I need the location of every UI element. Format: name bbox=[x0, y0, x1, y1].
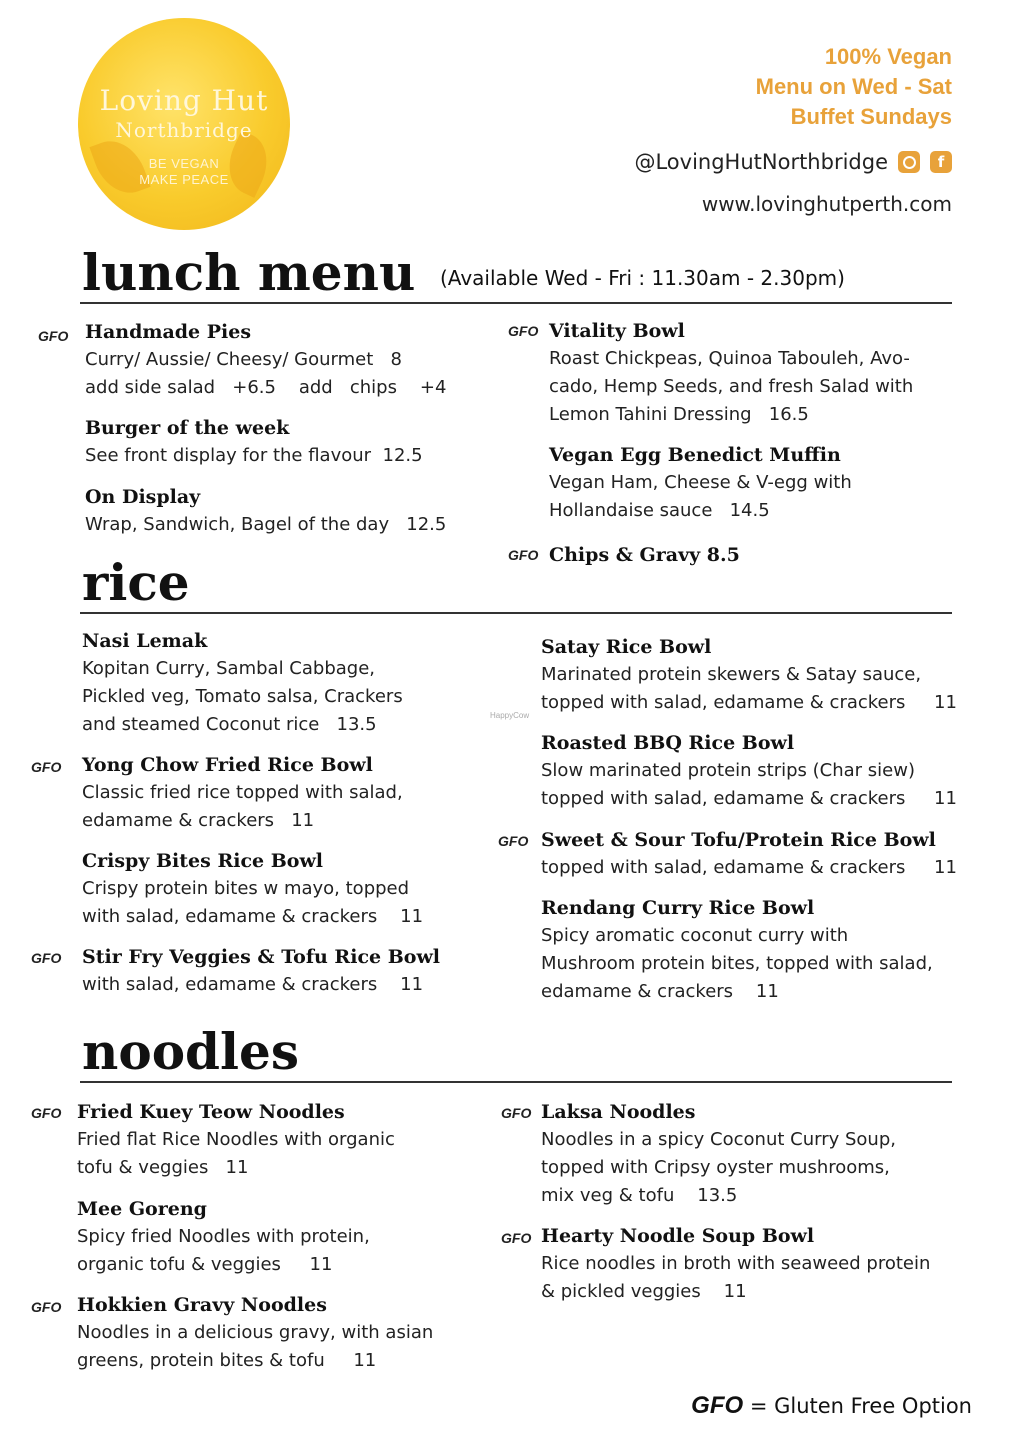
item-description: Crispy protein bites w mayo, topped with salad, edamame & crackers 11 bbox=[82, 878, 424, 927]
social-handle[interactable]: @LovingHutNorthbridge bbox=[634, 150, 888, 174]
facebook-icon[interactable]: f bbox=[930, 151, 952, 173]
item-name: Satay Rice Bowl bbox=[541, 636, 712, 658]
menu-item bbox=[85, 483, 525, 539]
menu-item bbox=[77, 1291, 517, 1375]
item-description: Noodles in a spicy Coconut Curry Soup, topped with Cripsy oyster mushrooms, mix veg & tofu 13.5 bbox=[541, 1129, 896, 1206]
legend-text: = Gluten Free Option bbox=[749, 1394, 972, 1418]
watermark: HappyCow bbox=[490, 711, 530, 720]
item-name: Laksa Noodles bbox=[541, 1101, 696, 1123]
item-description: Classic fried rice topped with salad, edamame & crackers 11 bbox=[82, 782, 403, 831]
item-description: Marinated protein skewers & Satay sauce, topped with salad, edamame & crackers 11 bbox=[541, 664, 957, 713]
menu-item bbox=[82, 751, 522, 835]
menu-item bbox=[82, 847, 522, 931]
menu-item bbox=[549, 317, 989, 429]
divider bbox=[80, 1081, 952, 1083]
item-name: Chips & Gravy 8.5 bbox=[549, 544, 740, 566]
item-description: Kopitan Curry, Sambal Cabbage, Pickled veg, Tomato salsa, Crackers and steamed Coconut rice 13.5 bbox=[82, 658, 403, 735]
item-name: On Display bbox=[85, 486, 201, 508]
info-line: Buffet Sundays bbox=[790, 104, 952, 129]
legend-key: GFO bbox=[691, 1392, 744, 1419]
divider bbox=[80, 612, 952, 614]
gfo-badge: GFO bbox=[31, 759, 62, 775]
menu-item bbox=[541, 826, 1011, 882]
item-name: Stir Fry Veggies & Tofu Rice Bowl bbox=[82, 946, 441, 968]
item-description: topped with salad, edamame & crackers 11 bbox=[541, 857, 957, 878]
item-description: Spicy aromatic coconut curry with Mushroom protein bites, topped with salad, edamame & crackers 11 bbox=[541, 925, 933, 1002]
logo-name-line2: Northbridge bbox=[115, 118, 253, 142]
menu-item bbox=[549, 441, 989, 525]
gfo-badge: GFO bbox=[508, 547, 539, 563]
menu-item bbox=[82, 627, 522, 739]
menu-item bbox=[77, 1195, 517, 1279]
logo-tagline-1: BE VEGAN bbox=[148, 156, 220, 171]
gfo-badge: GFO bbox=[31, 1105, 62, 1121]
item-description: Rice noodles in broth with seaweed protein & pickled veggies 11 bbox=[541, 1253, 931, 1302]
instagram-icon[interactable] bbox=[898, 151, 920, 173]
logo-name-line1: Loving Hut bbox=[99, 84, 269, 117]
section-title-noodles: noodles bbox=[82, 1022, 299, 1081]
info-line: 100% Vegan bbox=[824, 44, 952, 69]
item-name: Fried Kuey Teow Noodles bbox=[77, 1101, 345, 1123]
item-name: Hearty Noodle Soup Bowl bbox=[541, 1225, 815, 1247]
divider bbox=[80, 302, 952, 304]
gfo-badge: GFO bbox=[501, 1105, 532, 1121]
gfo-badge: GFO bbox=[508, 323, 539, 339]
item-description: Curry/ Aussie/ Cheesy/ Gourmet 8 add side salad +6.5 add chips +4 bbox=[85, 349, 447, 398]
gfo-legend bbox=[691, 1392, 972, 1420]
item-description: Fried flat Rice Noodles with organic tofu & veggies 11 bbox=[77, 1129, 395, 1178]
menu-item bbox=[85, 318, 525, 402]
item-name: Yong Chow Fried Rice Bowl bbox=[82, 754, 373, 776]
menu-item bbox=[77, 1098, 517, 1182]
menu-item bbox=[541, 1098, 1011, 1210]
item-name: Hokkien Gravy Noodles bbox=[77, 1294, 327, 1316]
restaurant-info bbox=[756, 42, 952, 132]
item-name: Roasted BBQ Rice Bowl bbox=[541, 732, 795, 754]
menu-item bbox=[85, 414, 525, 470]
item-description: Roast Chickpeas, Quinoa Tabouleh, Avo- cado, Hemp Seeds, and fresh Salad with Lemon Tahini Dressing 16.5 bbox=[549, 348, 914, 425]
gfo-badge: GFO bbox=[31, 1299, 62, 1315]
item-description: Slow marinated protein strips (Char siew) topped with salad, edamame & crackers 11 bbox=[541, 760, 957, 809]
item-description: Vegan Ham, Cheese & V-egg with Hollandaise sauce 14.5 bbox=[549, 472, 852, 521]
section-title-rice: rice bbox=[82, 553, 190, 612]
item-description: with salad, edamame & crackers 11 bbox=[82, 974, 424, 995]
gfo-badge: GFO bbox=[31, 950, 62, 966]
logo-tagline-2: MAKE PEACE bbox=[139, 172, 229, 187]
item-name: Rendang Curry Rice Bowl bbox=[541, 897, 815, 919]
menu-item bbox=[549, 541, 989, 569]
gfo-badge: GFO bbox=[498, 833, 529, 849]
social-links bbox=[634, 150, 952, 174]
menu-item bbox=[541, 729, 1011, 813]
menu-item bbox=[541, 633, 1011, 717]
item-name: Handmade Pies bbox=[85, 321, 252, 343]
item-name: Nasi Lemak bbox=[82, 630, 208, 652]
item-description: Noodles in a delicious gravy, with asian greens, protein bites & tofu 11 bbox=[77, 1322, 434, 1371]
logo bbox=[78, 18, 290, 230]
section-title-lunch: lunch menu bbox=[82, 243, 416, 302]
item-name: Vitality Bowl bbox=[549, 320, 685, 342]
item-name: Crispy Bites Rice Bowl bbox=[82, 850, 324, 872]
item-description: Spicy fried Noodles with protein, organic tofu & veggies 11 bbox=[77, 1226, 370, 1275]
lunch-availability: (Available Wed - Fri : 11.30am - 2.30pm) bbox=[440, 266, 845, 290]
info-line: Menu on Wed - Sat bbox=[755, 74, 952, 99]
menu-item bbox=[541, 894, 1011, 1006]
item-description: Wrap, Sandwich, Bagel of the day 12.5 bbox=[85, 514, 447, 535]
menu-item bbox=[541, 1222, 1011, 1306]
item-name: Mee Goreng bbox=[77, 1198, 207, 1220]
item-description: See front display for the flavour 12.5 bbox=[85, 445, 423, 466]
gfo-badge: GFO bbox=[38, 328, 69, 344]
menu-item bbox=[82, 943, 522, 999]
gfo-badge: GFO bbox=[501, 1230, 532, 1246]
item-name: Vegan Egg Benedict Muffin bbox=[549, 444, 841, 466]
website-link[interactable]: www.lovinghutperth.com bbox=[701, 192, 952, 216]
item-name: Burger of the week bbox=[85, 417, 290, 439]
item-name: Sweet & Sour Tofu/Protein Rice Bowl bbox=[541, 829, 936, 851]
